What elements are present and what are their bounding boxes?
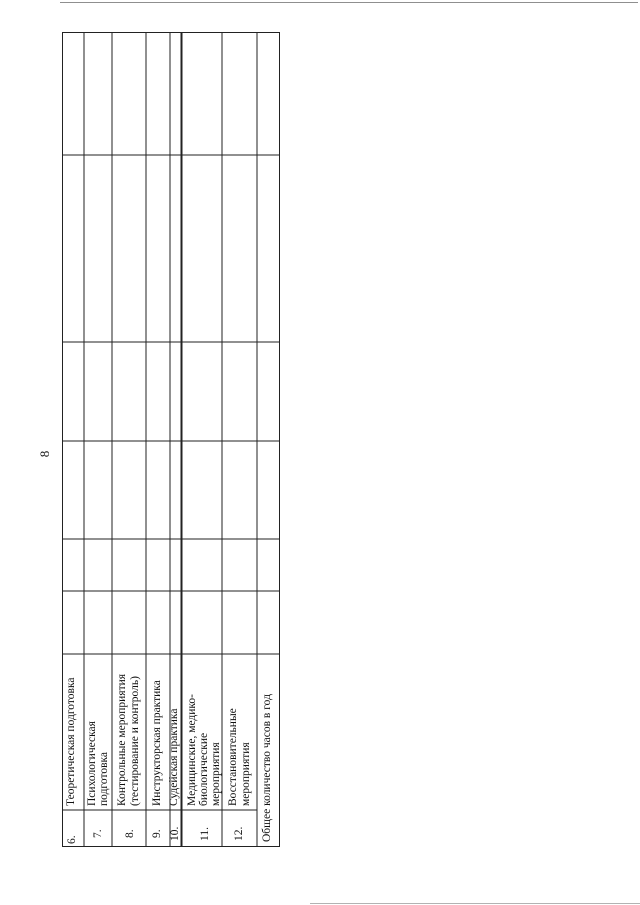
- row-10-number: 10.: [169, 826, 181, 841]
- row-12-label-line2: мероприятия: [240, 742, 252, 806]
- row-7-number: 7.: [92, 829, 104, 838]
- row-11-label-line3: мероприятия: [210, 742, 222, 806]
- row-8-label-line1: Контрольные мероприятия: [116, 673, 128, 806]
- row-7-label-line2: подготовка: [98, 751, 110, 806]
- row-11-label-line2: биологические: [198, 732, 210, 806]
- total-hours-label: Общее количество часов в год: [261, 694, 273, 842]
- row-11-number: 11.: [199, 827, 211, 841]
- row-12-number: 12.: [233, 826, 245, 841]
- row-9-label: Инструкторская практика: [151, 680, 163, 806]
- row-10-label: Судейская практика: [168, 708, 180, 806]
- row-7-label-line1: Психологическая: [86, 721, 98, 806]
- row-6-label: Теоретическая подготовка: [65, 677, 77, 806]
- row-8-label-line2: (тестирование и контроль): [129, 676, 141, 806]
- row-6-number: 6.: [66, 835, 78, 844]
- hours-table: [62, 32, 280, 847]
- page-number: 8: [37, 450, 52, 458]
- row-12-label-line1: Восстановительные: [227, 708, 239, 806]
- row-9-number: 9.: [151, 829, 163, 838]
- row-8-number: 8.: [124, 829, 136, 838]
- row-11-label-line1: Медицинские, медико-: [186, 693, 198, 806]
- scan-edge-bottom: [310, 903, 640, 904]
- scan-edge-top: [60, 2, 638, 3]
